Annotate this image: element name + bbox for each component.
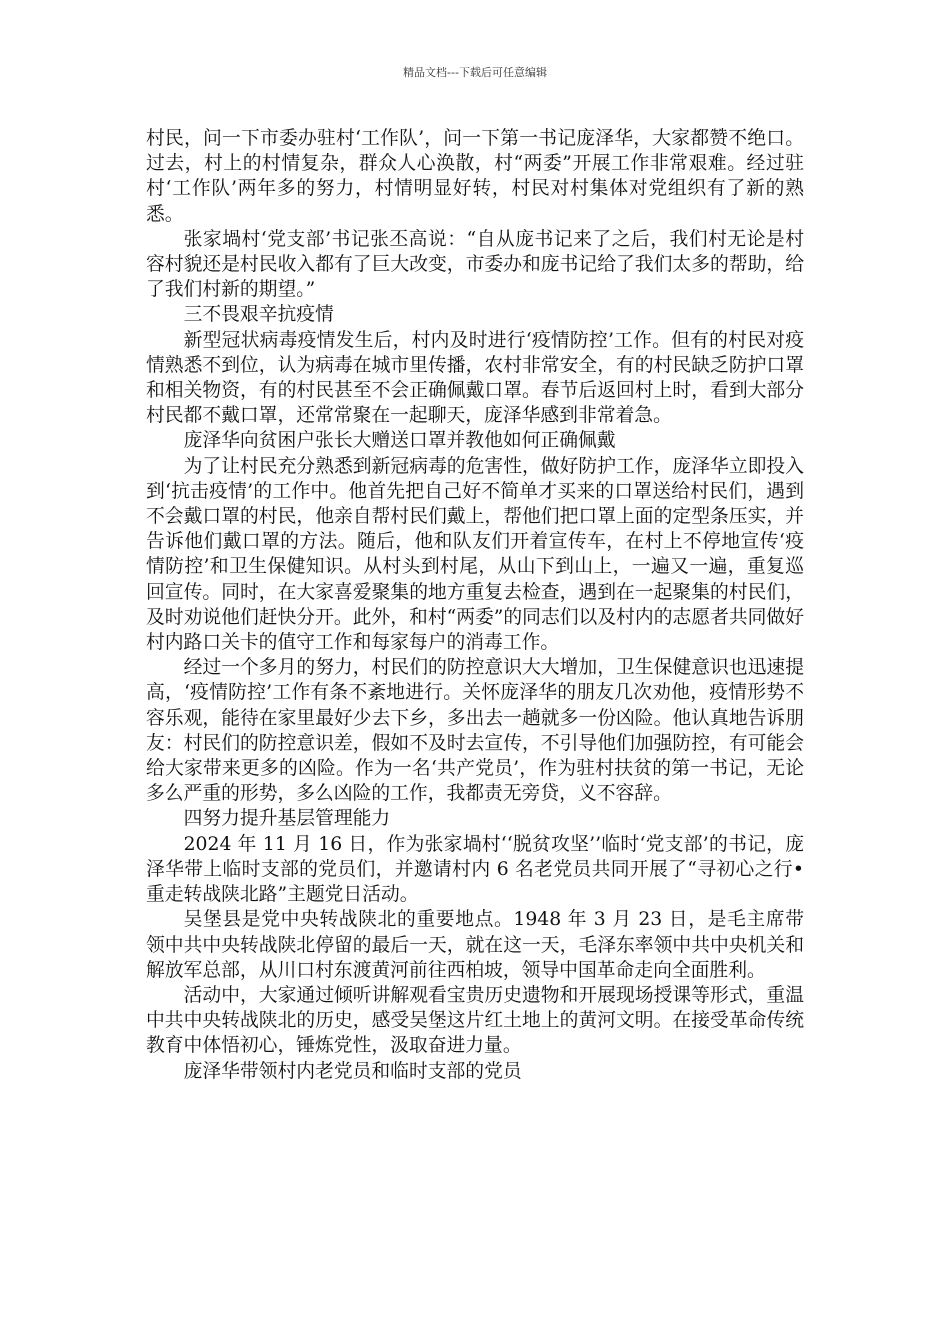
photo-caption: 庞泽华向贫困户张长大赠送口罩并教他如何正确佩戴 bbox=[183, 430, 616, 452]
section-heading: 三不畏艰辛抗疫情 bbox=[183, 304, 334, 326]
paragraph: 新型冠状病毒疫情发生后，村内及时进行‘疫情防控’工作。但有的村民对疫情熟悉不到位，认为病毒在城市里传播，农村非常安全，有的村民缺乏防护口罩和相关物资，有的村民甚至不会正确佩戴口罩。春节后返回村上时，看到大部分村民都不戴口罩，还常常聚在一起聊天，庞泽华感到非常着急。 bbox=[146, 329, 804, 427]
paragraph: 经过一个多月的努力，村民们的防控意识大大增加，卫生保健意识也迅速提高，‘疫情防控’工作有条不紊地进行。关怀庞泽华的朋友几次劝他，疫情形势不容乐观，能待在家里最好少去下乡，多出去一趟就多一份凶险。他认真地告诉朋友：村民们的防控意识差，假如不及时去宣传，不引导他们加强防控，有可能会给大家带来更多的凶险。作为一名‘共产党员’，作为驻村扶贫的第一书记，无论多么严重的形势，多么凶险的工作，我都责无旁贷，义不容辞。 bbox=[146, 657, 804, 805]
photo-caption: 庞泽华带领村内老党员和临时支部的党员 bbox=[183, 1060, 522, 1082]
document-body bbox=[146, 126, 804, 1084]
paragraph: 为了让村民充分熟悉到新冠病毒的危害性，做好防护工作，庞泽华立即投入到‘抗击疫情’的工作中。他首先把自己好不简单才买来的口罩送给村民们，遇到不会戴口罩的村民，他亲自帮村民们戴上，帮他们把口罩上面的定型条压实，并告诉他们戴口罩的方法。随后，他和队友们开着宣传车，在村上不停地宣传‘疫情防控’和卫生保健知识。从村头到村尾，从山下到山上，一遍又一遍，重复巡回宣传。同时，在大家喜爱聚集的地方重复去检查，遇到在一起聚集的村民们，及时劝说他们赶快分开。此外，和村“两委”的同志们以及村内的志愿者共同做好村内路口关卡的值守工作和每家每户的消毒工作。 bbox=[146, 455, 804, 654]
paragraph: 村民，问一下市委办驻村‘工作队’，问一下第一书记庞泽华，大家都赞不绝口。过去，村上的村情复杂，群众人心涣散，村“两委”开展工作非常艰难。经过驻村‘工作队’两年多的努力，村情明显好转，村民对村集体对党组织有了新的熟悉。 bbox=[146, 128, 804, 225]
paragraph: 活动中，大家通过倾听讲解观看宝贵历史遗物和开展现场授课等形式，重温中共中央转战陕北的历史，感受吴堡这片红土地上的黄河文明。在接受革命传统教育中体悟初心，锤炼党性，汲取奋进力量。 bbox=[146, 984, 804, 1057]
section-heading: 四努力提升基层管理能力 bbox=[183, 808, 391, 830]
paragraph: 吴堡县是党中央转战陕北的重要地点。1948 年 3 月 23 日，是毛主席带领中共中央转战陕北停留的最后一天，就在这一天，毛泽东率领中共中央机关和解放军总部，从川口村东渡黄河前往西柏坡，领导中国革命走向全面胜利。 bbox=[146, 909, 804, 981]
paragraph: 张家堝村‘党支部’书记张丕高说：“自从庞书记来了之后，我们村无论是村容村貌还是村民收入都有了巨大改变，市委办和庞书记给了我们太多的帮助，给了我们村新的期望。” bbox=[146, 228, 804, 301]
page-header: 精品文档---下载后可任意编辑 bbox=[403, 66, 547, 79]
paragraph: 2024 年 11 月 16 日，作为张家堝村‘‘脱贫攻坚’’临时‘党支部’的书记，庞泽华带上临时支部的党员们，并邀请村内 6 名老党员共同开展了“寻初心之行•重走转战陕北路”主题党日活动。 bbox=[146, 833, 804, 906]
